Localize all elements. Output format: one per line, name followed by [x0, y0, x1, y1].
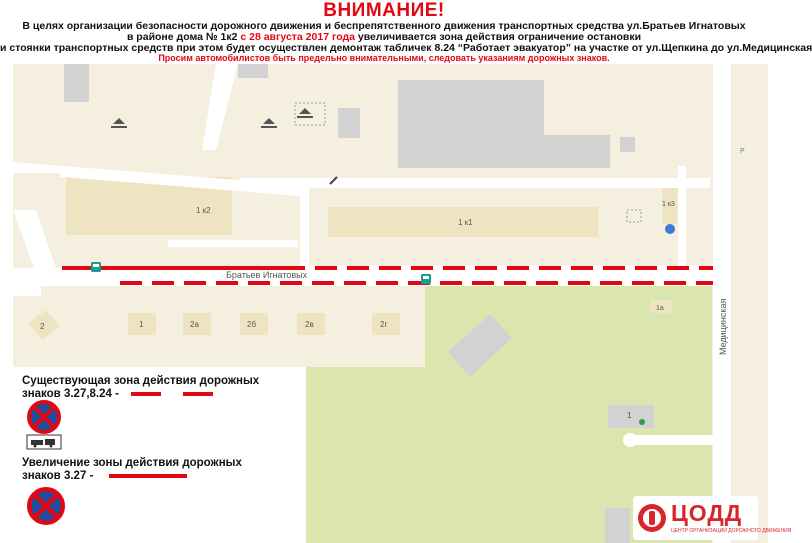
road-inner-2 — [240, 178, 710, 188]
legend-existing-line-1: Существующая зона действия дорожных — [22, 375, 260, 387]
legend-increase-line-1: Увеличение зоны действия дорожных — [22, 457, 242, 469]
label-1k1: 1 к1 — [458, 218, 473, 227]
notice-line-2-suffix: увеличивается зона действия ограничение остановки — [357, 31, 642, 43]
notice-date: с 28 августа 2017 года — [240, 31, 355, 43]
block-top — [238, 64, 268, 78]
label-2: 2 — [40, 322, 45, 331]
block-nw — [64, 64, 89, 102]
label-1a: 1а — [656, 305, 664, 312]
label-1k3: 1 к3 — [662, 201, 675, 208]
road-east-2 — [678, 166, 686, 268]
label-side: Р — [740, 148, 745, 155]
label-2v: 2в — [305, 320, 314, 329]
road-west-2 — [13, 282, 41, 296]
block-small-1 — [338, 108, 360, 138]
block-east-2 — [605, 508, 630, 543]
tow-truck-plate-icon — [27, 435, 61, 449]
no-stopping-sign-icon — [27, 487, 65, 525]
notice-line-1: В целях организации безопасности дорожного движения и беспрепятственного движения транспортных средства ул.Братьев Игнатовых — [22, 20, 746, 32]
legend-increase-line — [109, 472, 189, 480]
bus-stop-icon — [421, 274, 431, 284]
road-inner-4 — [300, 185, 309, 270]
legend-existing-dash — [131, 390, 221, 398]
entrance-icon — [639, 419, 645, 425]
codd-logo-emblem-icon — [637, 502, 667, 534]
legend-increase-line-2: знаков 3.27 - — [22, 470, 94, 482]
notice-line-3: и стоянки транспортных средств при этом будет осуществлен демонтаж табличек 8.24 “Работает эвакуатор” на участке от ул.Щепкина до ул.Медицинская — [0, 42, 812, 54]
road-east — [625, 435, 713, 445]
label-2a: 2а — [190, 320, 199, 329]
road-inner-3 — [168, 240, 298, 247]
street-label-bratyev: Братьев Игнатовых — [226, 270, 308, 280]
bus-stop-icon — [91, 262, 101, 272]
notice-line-2-prefix: в районе дома № 1к2 — [126, 31, 238, 43]
codd-logo — [633, 496, 792, 540]
codd-logo-subtitle: ЦЕНТР ОРГАНИЗАЦИИ ДОРОЖНОГО ДВИЖЕНИЯ — [671, 528, 792, 534]
label-1: 1 — [139, 320, 144, 329]
label-1-east: 1 — [627, 411, 632, 420]
notice-header — [0, 0, 812, 64]
codd-logo-text: ЦОДД — [671, 500, 743, 526]
label-2g: 2г — [380, 320, 388, 329]
label-1k2: 1 к2 — [196, 206, 211, 215]
notice-warning: Просим автомобилистов быть предельно внимательными, следовать указаниям дорожных знаков. — [158, 53, 610, 63]
label-2b: 2б — [247, 320, 257, 329]
legend-existing-line-2: знаков 3.27,8.24 - — [22, 388, 119, 400]
street-label-meditsinskaya: Медицинская — [718, 298, 728, 355]
notice-title: ВНИМАНИЕ! — [323, 0, 445, 21]
legend-panel — [13, 367, 306, 543]
entrance-icon — [665, 224, 675, 234]
block-small-2 — [620, 137, 635, 152]
no-parking-sign-icon — [27, 400, 61, 434]
